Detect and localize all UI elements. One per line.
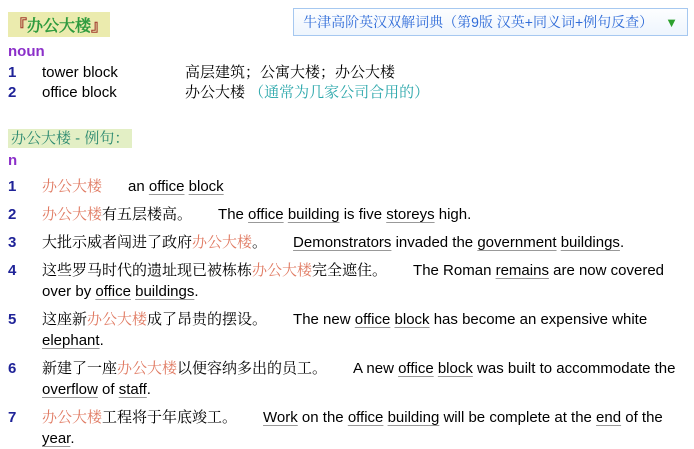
definition-text: 高层建筑；公寓大楼；办公大楼 <box>185 64 396 81</box>
examples-pos-label: n <box>8 152 18 169</box>
english-text: has become an expensive white <box>429 311 648 328</box>
examples-section-title: 办公大楼 - 例句： <box>8 129 132 148</box>
linked-word[interactable]: staff <box>118 381 147 398</box>
english-text: an <box>128 178 149 195</box>
example-row <box>8 309 688 351</box>
english-text: . <box>99 332 104 349</box>
example-row <box>8 204 688 225</box>
keyword-highlight: 办公大楼 <box>252 262 313 279</box>
chinese-text: 这座新 <box>42 311 88 328</box>
linked-word[interactable]: Demonstrators <box>293 234 392 251</box>
example-english <box>128 178 224 195</box>
example-row <box>8 260 688 302</box>
chinese-text: 工程将于年底竣工。 <box>102 409 238 426</box>
linked-word[interactable]: office <box>148 178 185 195</box>
linked-word[interactable]: remains <box>495 262 549 279</box>
english-text: . <box>70 430 75 447</box>
english-text: will be complete at the <box>439 409 597 426</box>
chinese-text: 这些罗马时代的遗址现已被栋栋 <box>42 262 253 279</box>
english-text: of the <box>621 409 663 426</box>
english-text: is five <box>339 206 387 223</box>
example-content <box>42 358 688 400</box>
chevron-down-icon[interactable]: ▼ <box>665 14 678 30</box>
chinese-text: 。 <box>252 234 268 251</box>
english-text: are now covered over by <box>42 262 665 300</box>
english-text: on the <box>297 409 348 426</box>
example-number: 7 <box>8 409 17 426</box>
entry-header <box>8 8 688 37</box>
sense-row <box>8 63 688 83</box>
headword <box>8 12 110 37</box>
example-chinese <box>42 409 237 426</box>
linked-word[interactable]: building <box>387 409 440 426</box>
example-content <box>42 176 688 197</box>
linked-word[interactable]: government <box>477 234 557 251</box>
example-number: 5 <box>8 311 17 328</box>
keyword-highlight: 办公大楼 <box>87 311 148 328</box>
english-text: The <box>218 206 249 223</box>
english-text: . <box>619 234 625 251</box>
example-english <box>293 234 624 251</box>
english-text: . <box>146 381 151 398</box>
linked-word[interactable]: elephant <box>42 332 100 349</box>
chinese-text: 成了昂贵的摆设。 <box>147 311 268 328</box>
keyword-highlight: 办公大楼 <box>192 234 253 251</box>
example-content <box>42 260 688 302</box>
linked-word[interactable]: buildings <box>560 234 620 251</box>
linked-word[interactable]: office <box>248 206 284 223</box>
english-text: of <box>97 381 119 398</box>
linked-word[interactable]: block <box>437 360 473 377</box>
english-text: high. <box>434 206 472 223</box>
sense-definition <box>185 83 429 103</box>
usage-note: （通常为几家公司合用的） <box>249 84 430 101</box>
linked-word[interactable]: end <box>596 409 622 426</box>
senses-list <box>8 63 688 103</box>
chinese-text: 大批示威者闯进了政府 <box>42 234 193 251</box>
example-number: 6 <box>8 360 17 377</box>
examples-list <box>8 176 688 449</box>
linked-word[interactable]: building <box>287 206 340 223</box>
english-text: was built to accommodate the <box>472 360 676 377</box>
linked-word[interactable]: block <box>188 178 224 195</box>
linked-word[interactable]: storeys <box>386 206 435 223</box>
example-number: 2 <box>8 206 17 223</box>
english-text: invaded the <box>391 234 478 251</box>
headword-text: 办公大楼 <box>27 18 92 35</box>
linked-word[interactable]: block <box>394 311 430 328</box>
keyword-highlight: 办公大楼 <box>117 360 178 377</box>
linked-word[interactable]: office <box>347 409 384 426</box>
english-text: The new <box>293 311 355 328</box>
chinese-text: 完全遮住。 <box>312 262 388 279</box>
definition-text: 办公大楼 <box>185 84 250 101</box>
chinese-text: 以便容纳多出的员工。 <box>177 360 328 377</box>
keyword-highlight: 办公大楼 <box>42 409 103 426</box>
example-content <box>42 204 688 225</box>
english-text: The Roman <box>413 262 496 279</box>
headword-bracket-left: 『 <box>11 18 28 35</box>
example-content <box>42 309 688 351</box>
sense-term: tower block <box>42 64 118 81</box>
example-chinese <box>42 234 267 251</box>
linked-word[interactable]: office <box>95 283 131 300</box>
sense-definition <box>185 63 395 83</box>
example-row <box>8 176 688 197</box>
part-of-speech-label: noun <box>8 43 45 60</box>
example-row <box>8 232 688 253</box>
sense-row <box>8 83 688 103</box>
chinese-text: 新建了一座 <box>42 360 118 377</box>
example-row <box>8 358 688 400</box>
sense-term: office block <box>42 84 117 101</box>
linked-word[interactable]: year <box>42 430 71 447</box>
dictionary-title: 牛津高阶英汉双解词典（第9版 汉英+同义词+例句反查） <box>303 14 654 30</box>
linked-word[interactable]: office <box>354 311 391 328</box>
english-text: . <box>194 283 199 300</box>
linked-word[interactable]: buildings <box>135 283 195 300</box>
examples-section-header <box>8 129 688 148</box>
headword-bracket-right: 』 <box>91 18 108 35</box>
english-text: A new <box>353 360 399 377</box>
dictionary-selector[interactable] <box>293 8 688 36</box>
linked-word[interactable]: overflow <box>42 381 98 398</box>
linked-word[interactable]: office <box>398 360 434 377</box>
example-number: 4 <box>8 262 17 279</box>
example-number: 3 <box>8 234 17 251</box>
example-number: 1 <box>8 178 17 195</box>
example-chinese <box>42 311 267 328</box>
keyword-highlight: 办公大楼 <box>42 178 103 195</box>
example-chinese <box>42 360 327 377</box>
keyword-highlight: 办公大楼 <box>42 206 103 223</box>
example-content <box>42 232 688 253</box>
example-chinese <box>42 262 387 279</box>
example-chinese <box>42 178 102 195</box>
sense-number: 2 <box>8 84 17 101</box>
sense-number: 1 <box>8 64 17 81</box>
example-english <box>218 206 471 223</box>
example-chinese <box>42 206 192 223</box>
chinese-text: 有五层楼高。 <box>102 206 193 223</box>
linked-word[interactable]: Work <box>263 409 298 426</box>
